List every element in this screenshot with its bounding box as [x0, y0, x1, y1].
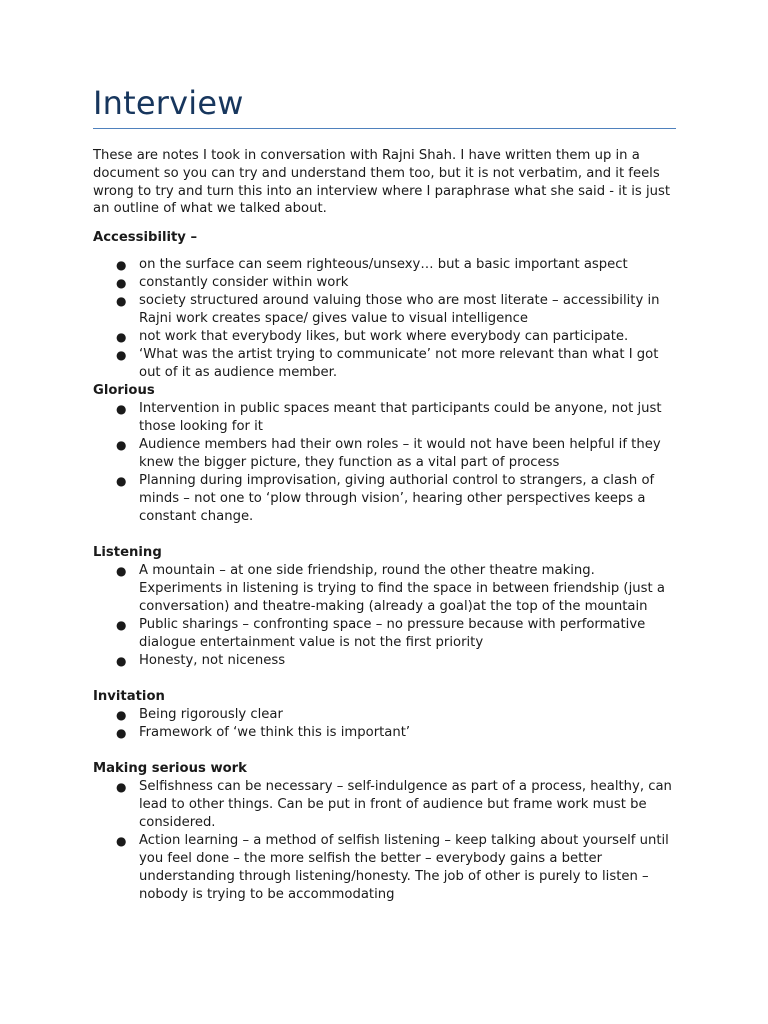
bullet-list	[93, 706, 678, 742]
bullet-icon: ●	[116, 276, 127, 291]
bullet-icon: ●	[116, 348, 127, 363]
list-item: ● Planning during improvisation, giving authorial control to strangers, a clash of minds – not one to ‘plow through vision’, hearing other perspectives keeps a constant change.	[116, 473, 655, 525]
bullet-icon: ●	[116, 402, 127, 417]
bullet-icon: ●	[116, 618, 127, 633]
list-item: ● Being rigorously clear	[116, 707, 283, 723]
list-item: ● Action learning – a method of selfish listening – keep talking about yourself until you feel done – the more selfish the better – everybody gains a better understanding through listening/honesty. The job of other is purely to listen – nobody is trying to be accommodating	[116, 833, 669, 903]
bullet-icon: ●	[116, 780, 127, 795]
list-item: ● Framework of ‘we think this is important’	[116, 725, 411, 741]
section-heading: Listening	[93, 545, 162, 561]
list-item: ● ‘What was the artist trying to communicate’ not more relevant than what I got out of it as audience member.	[116, 347, 659, 381]
bullet-list	[93, 562, 678, 670]
bullet-list	[93, 256, 678, 382]
section-heading: Glorious	[93, 383, 155, 399]
bullet-icon: ●	[116, 834, 127, 849]
list-item: ● Public sharings – confronting space – no pressure because with performative dialogue entertainment value is not the first priority	[116, 617, 646, 651]
list-item: ● Selfishness can be necessary – self-indulgence as part of a process, healthy, can lead to other things. Can be put in front of audience but frame work must be considered.	[116, 779, 672, 831]
list-item: ● Intervention in public spaces meant that participants could be anyone, not just those looking for it	[116, 401, 662, 435]
section-accessibility	[93, 229, 678, 382]
section-invitation	[93, 688, 678, 742]
section-listening	[93, 544, 678, 670]
section-glorious	[93, 382, 678, 526]
list-item: ● Honesty, not niceness	[116, 653, 286, 669]
bullet-icon: ●	[116, 708, 127, 723]
bullet-icon: ●	[116, 564, 127, 579]
section-heading: Accessibility –	[93, 230, 198, 246]
list-item: ● constantly consider within work	[116, 275, 349, 291]
section-making-serious-work	[93, 760, 678, 904]
bullet-icon: ●	[116, 438, 127, 453]
bullet-list	[93, 400, 678, 526]
title-underline	[93, 128, 676, 129]
bullet-icon: ●	[116, 258, 127, 273]
section-heading: Invitation	[93, 689, 165, 705]
list-item: ● not work that everybody likes, but work where everybody can participate.	[116, 329, 629, 345]
bullet-list	[93, 778, 678, 904]
section-heading: Making serious work	[93, 761, 247, 777]
intro-paragraph: These are notes I took in conversation with Rajni Shah. I have written them up in a document so you can try and understand them too, but it is not verbatim, and it feels wrong to try and turn this into an interview where I paraphrase what she said - it is just an outline of what we talked about.	[93, 148, 671, 217]
list-item: ● A mountain – at one side friendship, round the other theatre making. Experiments in listening is trying to find the space in between friendship (just a conversation) and theatre-making (already a goal)at the top of the mountain	[116, 563, 665, 615]
list-item: ● society structured around valuing those who are most literate – accessibility in Rajni work creates space/ gives value to visual intelligence	[116, 293, 660, 327]
bullet-icon: ●	[116, 330, 127, 345]
page-title: Interview	[93, 84, 244, 122]
list-item: ● on the surface can seem righteous/unsexy… but a basic important aspect	[116, 257, 628, 273]
document-body	[93, 147, 678, 904]
bullet-icon: ●	[116, 294, 127, 309]
bullet-icon: ●	[116, 474, 127, 489]
bullet-icon: ●	[116, 654, 127, 669]
bullet-icon: ●	[116, 726, 127, 741]
list-item: ● Audience members had their own roles – it would not have been helpful if they knew the bigger picture, they function as a vital part of process	[116, 437, 661, 471]
